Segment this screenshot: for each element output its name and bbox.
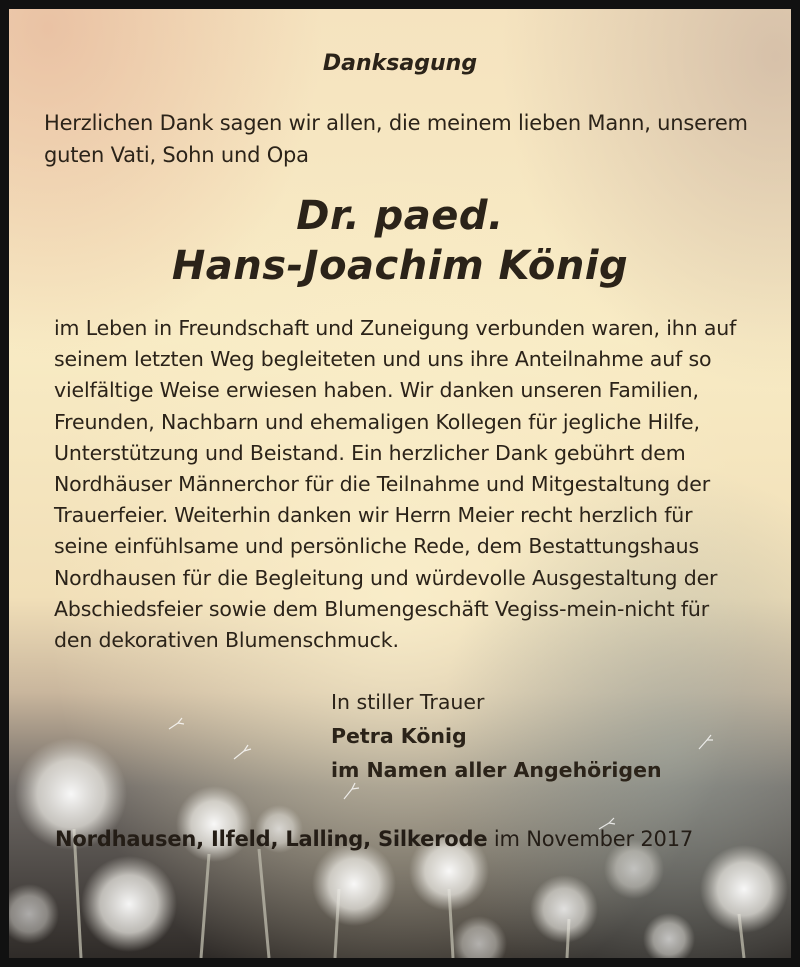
footer-date: im November 2017: [487, 827, 694, 851]
signature-relation: im Namen aller Angehörigen: [331, 758, 662, 782]
signature-intro: In stiller Trauer: [331, 690, 485, 714]
signature-name: Petra König: [331, 724, 467, 748]
deceased-name: Hans-Joachim König: [171, 243, 629, 289]
signature-block: [331, 685, 662, 787]
intro-text: Herzlichen Dank sagen wir allen, die meinem lieben Mann, unserem guten Vati, Sohn und Opa: [44, 111, 748, 167]
footer-locations: Nordhausen, Ilfeld, Lalling, Silkerode: [55, 827, 488, 851]
notice-heading: Danksagung: [322, 51, 478, 76]
deceased-title: Dr. paed.: [296, 193, 504, 239]
thanks-body-text: im Leben in Freundschaft und Zuneigung verbunden waren, ihn auf seinem letzten Weg begleiteten und uns ihre Anteilnahme auf so vielfältige Weise erwiesen haben. Wir danken unseren Familien, Freunden, Nachbarn und ehemaligen Kollegen für jegliche Hilfe, Unterstützung und Beistand. Ein herzlicher Dank gebührt dem Nordhäuser Männerchor für die Teilnahme und Mitgestaltung der Trauerfeier. Weiterhin danken wir Herrn Meier recht herzlich für seine einfühlsame und persönliche Rede, dem Bestattungshaus Nordhausen für die Begleitung und würdevolle Ausgestaltung der Abschiedsfeier sowie dem Blumengeschäft Vegiss-mein-nicht für den dekorativen Blumenschmuck.: [54, 316, 737, 653]
place-date-line: [55, 827, 693, 851]
